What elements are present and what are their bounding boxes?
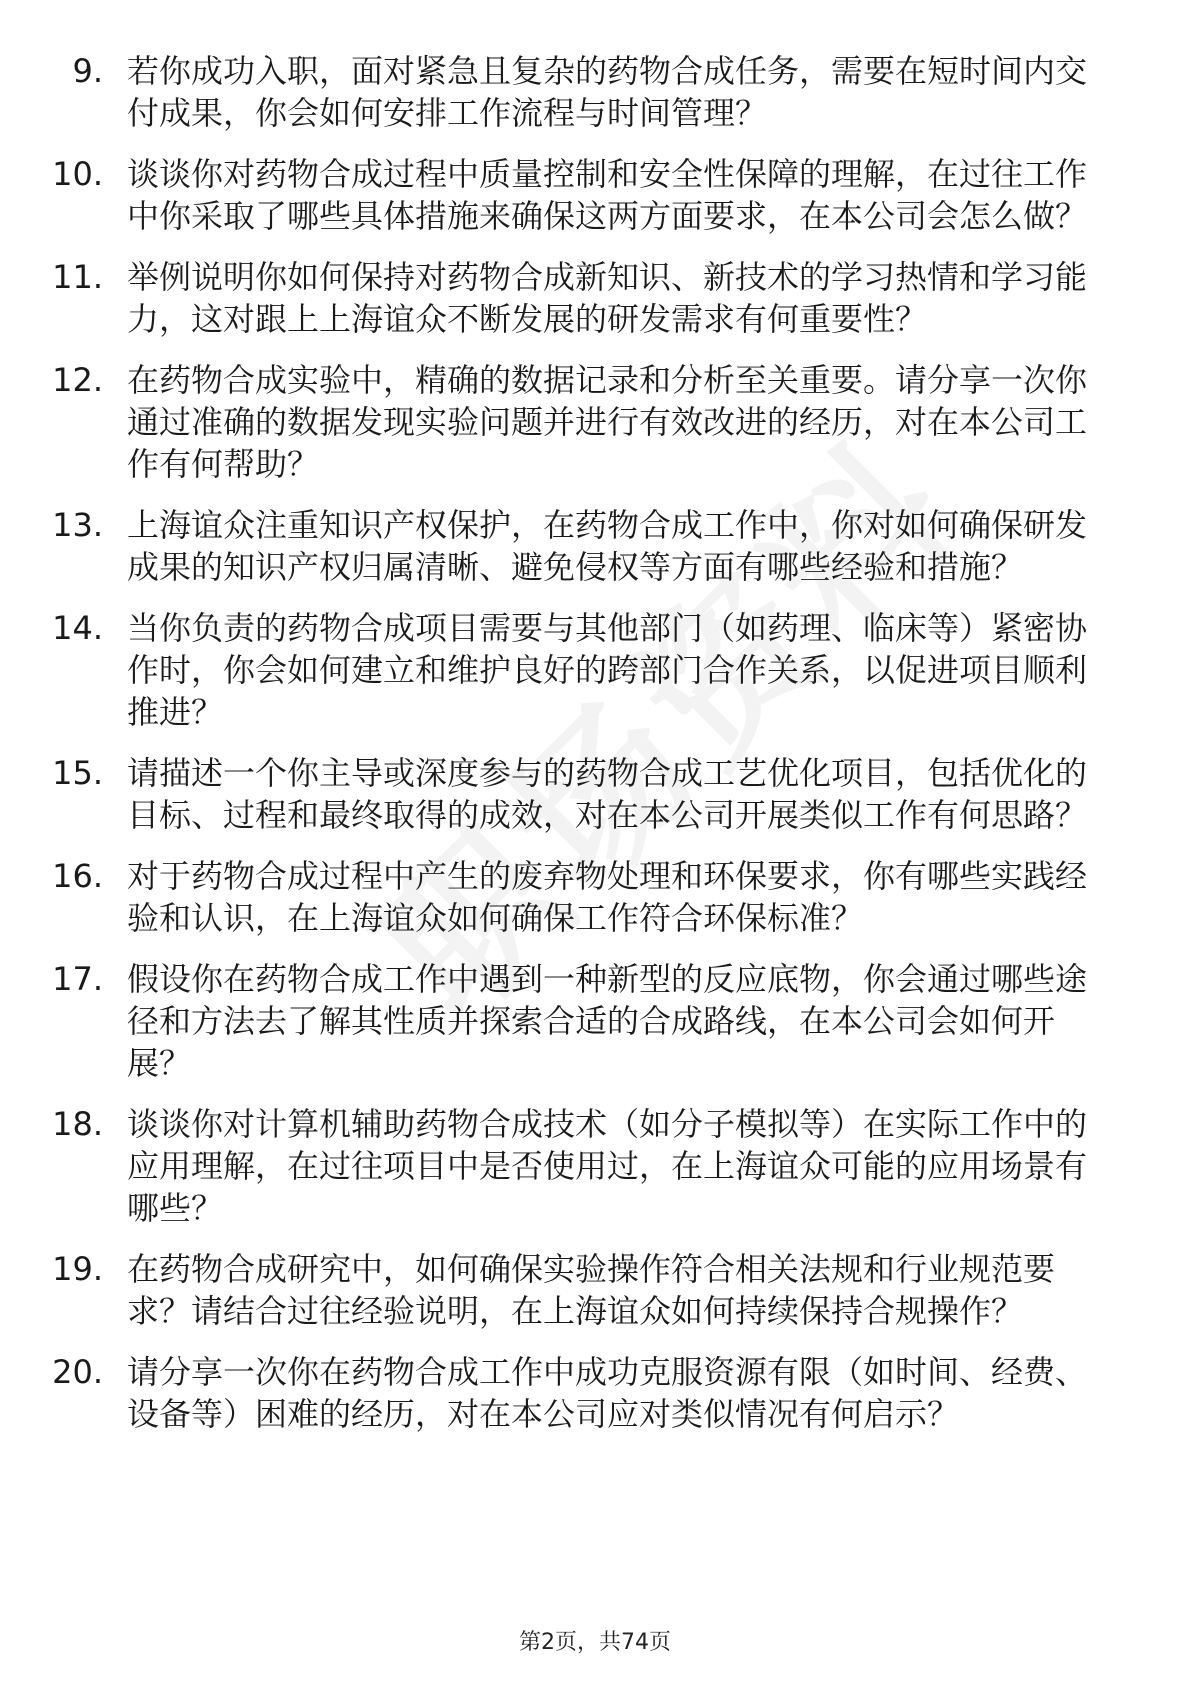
question-item	[52, 1248, 1109, 1332]
question-item	[52, 153, 1109, 237]
question-text: 谈谈你对计算机辅助药物合成技术（如分子模拟等）在实际工作中的应用理解，在过往项目中是否使用过，在上海谊众可能的应用场景有哪些？	[127, 1105, 1088, 1227]
question-number: 18.	[52, 1105, 103, 1143]
question-text: 举例说明你如何保持对药物合成新知识、新技术的学习热情和学习能力，这对跟上上海谊众不断发展的研发需求有何重要性？	[127, 258, 1088, 338]
question-item	[52, 1103, 1109, 1229]
question-item	[52, 958, 1109, 1084]
question-number: 14.	[52, 609, 103, 647]
question-item	[52, 752, 1109, 836]
question-item	[52, 607, 1109, 733]
question-list	[0, 50, 1190, 1454]
question-number: 15.	[52, 754, 103, 792]
question-item	[52, 504, 1109, 588]
question-item	[52, 359, 1109, 485]
question-item	[72, 50, 1109, 134]
question-text: 谈谈你对药物合成过程中质量控制和安全性保障的理解，在过往工作中你采取了哪些具体措施来确保这两方面要求，在本公司会怎么做？	[127, 155, 1088, 235]
page-number-label: 第2页，共74页	[519, 1630, 671, 1655]
question-number: 12.	[52, 361, 103, 399]
question-item	[52, 256, 1109, 340]
question-text: 请分享一次你在药物合成工作中成功克服资源有限（如时间、经费、设备等）困难的经历，对在本公司应对类似情况有何启示？	[127, 1353, 1088, 1433]
question-number: 11.	[52, 258, 103, 296]
question-number: 19.	[52, 1250, 103, 1288]
page-footer	[0, 1625, 1190, 1656]
question-text: 假设你在药物合成工作中遇到一种新型的反应底物，你会通过哪些途径和方法去了解其性质并探索合适的合成路线，在本公司会如何开展？	[127, 960, 1088, 1082]
question-text: 上海谊众注重知识产权保护，在药物合成工作中，你对如何确保研发成果的知识产权归属清晰、避免侵权等方面有哪些经验和措施？	[127, 506, 1088, 586]
question-text: 若你成功入职，面对紧急且复杂的药物合成任务，需要在短时间内交付成果，你会如何安排工作流程与时间管理？	[127, 52, 1088, 132]
question-number: 17.	[52, 960, 103, 998]
question-text: 在药物合成实验中，精确的数据记录和分析至关重要。请分享一次你通过准确的数据发现实验问题并进行有效改进的经历，对在本公司工作有何帮助？	[127, 361, 1088, 483]
question-number: 16.	[52, 857, 103, 895]
question-text: 对于药物合成过程中产生的废弃物处理和环保要求，你有哪些实践经验和认识，在上海谊众如何确保工作符合环保标准？	[127, 857, 1088, 937]
question-text: 当你负责的药物合成项目需要与其他部门（如药理、临床等）紧密协作时，你会如何建立和维护良好的跨部门合作关系，以促进项目顺利推进？	[127, 609, 1088, 731]
question-number: 20.	[52, 1353, 103, 1391]
question-number: 10.	[52, 155, 103, 193]
question-text: 请描述一个你主导或深度参与的药物合成工艺优化项目，包括优化的目标、过程和最终取得的成效，对在本公司开展类似工作有何思路？	[127, 754, 1088, 834]
question-number: 9.	[72, 52, 103, 90]
question-number: 13.	[52, 506, 103, 544]
question-text: 在药物合成研究中，如何确保实验操作符合相关法规和行业规范要求？请结合过往经验说明，在上海谊众如何持续保持合规操作？	[127, 1250, 1056, 1330]
question-item	[52, 855, 1109, 939]
question-item	[52, 1351, 1109, 1435]
